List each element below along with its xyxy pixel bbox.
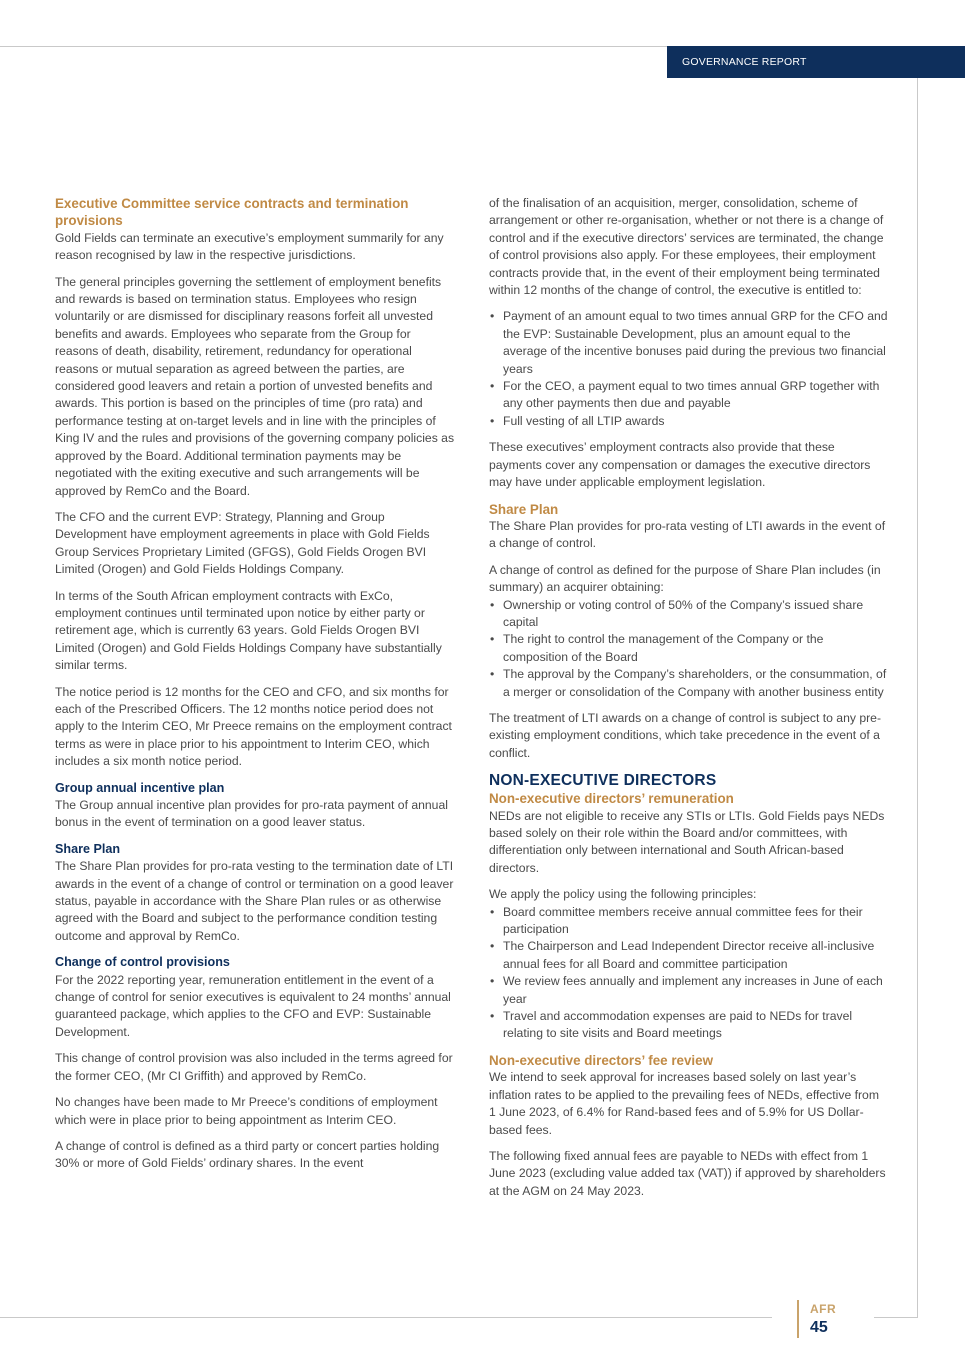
heading-group-annual-incentive: Group annual incentive plan [55,780,225,795]
bullet-list-entitlements [489,308,889,430]
paragraph: We intend to seek approval for increases based solely on last year’s inflation rates to be applied to the prevailing fees of NEDs, effective from 1 June 2023, of 6.4% for Rand-based fees and of 5.9% for US Dollar-based fees. [489,1070,879,1137]
paragraph: Gold Fields can terminate an executive’s employment summarily for any reason recognised by law in the respective jurisdictions. [55,230,444,263]
list-item: • The approval by the Company’s shareholders, or the consummation, of a merger or consolidation of the Company with another business entity [489,666,889,701]
heading-change-of-control: Change of control provisions [55,955,230,970]
bottom-rule [0,1317,772,1318]
paragraph: The treatment of LTI awards on a change of control is subject to any pre-existing employment conditions, which take precedence in the event of a conflict. [489,710,882,760]
paragraph: No changes have been made to Mr Preece’s conditions of employment which were in place prior to being appointment as Interim CEO. [55,1095,438,1127]
list-item: • Ownership or voting control of 50% of the Company’s issued share capital [489,597,889,632]
paragraph: The general principles governing the settlement of employment benefits and rewards is based on termination status. Employees who resign voluntarily or are dismissed for disciplinary reasons forfeit all unvested benefits and awards. Employees who separate from the Group for reasons of death, disability, retirement, redundancy for operational reasons or mutual separation as agreed between the parties, are considered good leavers and retain a portion of unvested benefits and awards. This portion is based on the principles of time (pro rata) and performance testing at on-target levels and in line with the principles of King IV and the rules and provisions of the governing company policies as approved by the Board. Additional termination payments may be negotiated with the exiting executive and such arrangements will be approved by RemCo and the Board. [55,274,455,498]
section-header-tab [667,46,965,78]
paragraph: The following fixed annual fees are payable to NEDs with effect from 1 June 2023 (excluding value added tax (VAT)) if approved by shareholders at the AGM on 24 May 2023. [489,1148,886,1198]
heading-ned-fee-review: Non-executive directors’ fee review [489,1052,714,1068]
list-item: • Travel and accommodation expenses are paid to NEDs for travel relating to site visits and Board meetings [489,1008,889,1043]
right-margin-rule [917,78,918,1318]
list-item: • Full vesting of all LTIP awards [489,413,889,430]
list-item: • Board committee members receive annual committee fees for their participation [489,904,889,939]
bullet-list-principles [489,904,889,1043]
paragraph: In terms of the South African employment contracts with ExCo, employment continues until terminated upon notice by either party or retirement age, which is currently 63 years. Gold Fields Orogen BVI Limited (Orogen) and Gold Fields Holdings Company have substantially similar terms. [55,588,442,673]
paragraph: A change of control is defined as a third party or concert parties holding 30% or more of Gold Fields’ ordinary shares. In the event [55,1138,440,1171]
paragraph: The notice period is 12 months for the CEO and CFO, and six months for each of the Prescribed Officers. The 12 months notice period does not apply to the Interim CEO, Mr Preece remains on the employment contract terms as were in place prior to his appointment to Interim CEO, which includes a six month notice period. [55,684,452,769]
paragraph: The Share Plan provides for pro-rata vesting to the termination date of LTI awards in the event of a change of control or termination on a good leaver status, payable in accordance with the Share Plan rules or as otherwise agreed with the Board and subject to the performance condition testing outcome and approval by RemCo. [55,859,454,943]
heading-share-plan-right: Share Plan [489,501,559,517]
list-item: • We review fees annually and implement any increases in June of each year [489,973,889,1008]
paragraph: This change of control provision was also included in the terms agreed for the former CEO, (Mr CI Griffith) and approved by RemCo. [55,1051,453,1083]
paragraph: The Share Plan provides for pro-rata vesting of LTI awards in the event of a change of control. [489,518,886,551]
paragraph: We apply the policy using the following principles: [489,887,757,902]
list-item: • For the CEO, a payment equal to two times annual GRP together with any other payments then due and payable [489,378,889,413]
heading-exco-contracts: Executive Committee service contracts and termination provisions [55,196,409,229]
heading-non-executive-directors: NON-EXECUTIVE DIRECTORS [489,772,717,790]
left-column [55,195,455,1182]
page-number: 45 [810,1319,828,1336]
heading-share-plan: Share Plan [55,841,121,856]
paragraph: NEDs are not eligible to receive any STIs or LTIs. Gold Fields pays NEDs based solely on their role within the Board and/or committees, with differentiation only between international and South African-based directors. [489,808,885,875]
heading-ned-remuneration: Non-executive directors’ remuneration [489,791,734,807]
bottom-rule-right [874,1317,918,1318]
list-item: • The right to control the management of the Company or the composition of the Board [489,631,889,666]
paragraph: The Group annual incentive plan provides for pro-rata payment of annual bonus in the event of termination on a good leaver status. [55,798,448,830]
paragraph: A change of control as defined for the purpose of Share Plan includes (in summary) an acquirer obtaining: [489,562,881,595]
paragraph: These executives’ employment contracts also provide that these payments cover any compensation or damages the executive directors may have under applicable employment legislation. [489,440,871,490]
paragraph: of the finalisation of an acquisition, merger, consolidation, scheme of arrangement or other re-organisation, whether or not there is a change of control and if the executive directors’ services are terminated, the change of control provisions also apply. For these employees, their employment contracts provide that, in the event of their employment being terminated within 12 months of the change of control, the executive is entitled to: [489,196,884,298]
footer-report-label: AFR [810,1302,837,1316]
right-column [489,195,889,1209]
list-item: • The Chairperson and Lead Independent Director receive all-inclusive annual fees for all Board and committee participation [489,938,889,973]
section-title: GOVERNANCE REPORT [682,56,807,68]
paragraph: The CFO and the current EVP: Strategy, Planning and Group Development have employment agreements in place with Gold Fields Group Services Proprietary Limited (GFGS), Gold Fields Orogen BVI Limited (Orogen) and Gold Fields Holdings Company. [55,509,430,577]
paragraph: For the 2022 reporting year, remuneration entitlement in the event of a change of control for senior executives is equivalent to 24 months’ annual guaranteed package, which applies to the CFO and EVP: Sustainable Development. [55,972,451,1039]
bullet-list-change-of-control [489,597,889,701]
list-item: • Payment of an amount equal to two times annual GRP for the CFO and the EVP: Sustainable Development, plus an amount equal to the average of the incentive bonuses paid during the previous two financial years [489,308,889,378]
footer-accent-bar [797,1300,799,1338]
